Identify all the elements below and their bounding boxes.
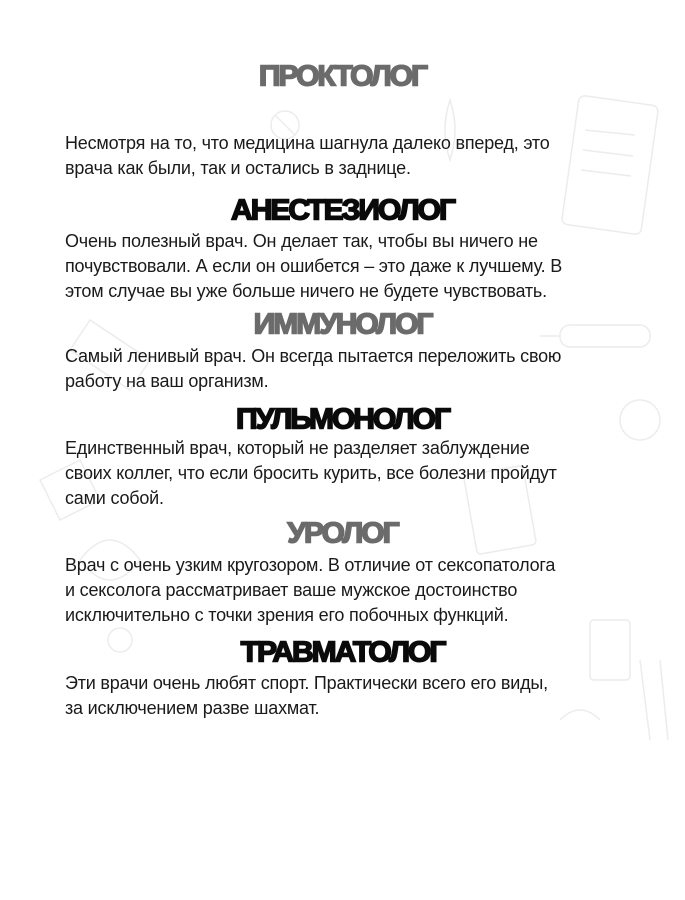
text-line: Врач с очень узким кругозором. В отличие от сексопатолога [65,555,556,575]
section-text-immunologist [65,344,625,394]
section-heading-anesthesiologist: АНЕСТЕЗИОЛОГ [231,194,454,227]
text-line: Эти врачи очень любят спорт. Практически всего его виды, [65,673,548,693]
text-line: Очень полезный врач. Он делает так, чтобы вы ничего не [65,231,538,251]
section-heading-immunologist: ИММУНОЛОГ [253,308,432,341]
text-line: своих коллег, что если бросить курить, все болезни пройдут [65,463,557,483]
section-text-proctologist [65,131,625,181]
text-line: за исключением разве шахмат. [65,698,320,718]
text-line: Единственный врач, который не разделяет заблуждение [65,438,530,458]
text-line: Несмотря на то, что медицина шагнула далеко вперед, это [65,133,550,153]
section-heading-urologist: УРОЛОГ [287,517,398,550]
section-text-anesthesiologist [65,229,625,304]
text-line: сами собой. [65,488,164,508]
text-line: исключительно с точки зрения его побочных функций. [65,605,509,625]
text-line: этом случае вы уже больше ничего не будете чувствовать. [65,281,547,301]
section-text-pulmonologist [65,436,625,511]
section-heading-pulmonologist: ПУЛЬМОНОЛОГ [236,403,449,436]
section-heading-proctologist: ПРОКТОЛОГ [258,60,427,93]
section-heading-traumatologist: ТРАВМАТОЛОГ [240,636,445,669]
section-text-urologist [65,553,625,628]
text-line: Самый ленивый врач. Он всегда пытается переложить свою [65,346,562,366]
section-text-traumatologist [65,671,625,721]
text-line: врача как были, так и остались в заднице. [65,158,411,178]
test-tube-doodle [640,660,650,740]
text-line: работу на ваш организм. [65,371,269,391]
text-line: и сексолога рассматривает ваше мужское достоинство [65,580,518,600]
text-line: почувствовали. А если он ошибется – это даже к лучшему. В [65,256,563,276]
